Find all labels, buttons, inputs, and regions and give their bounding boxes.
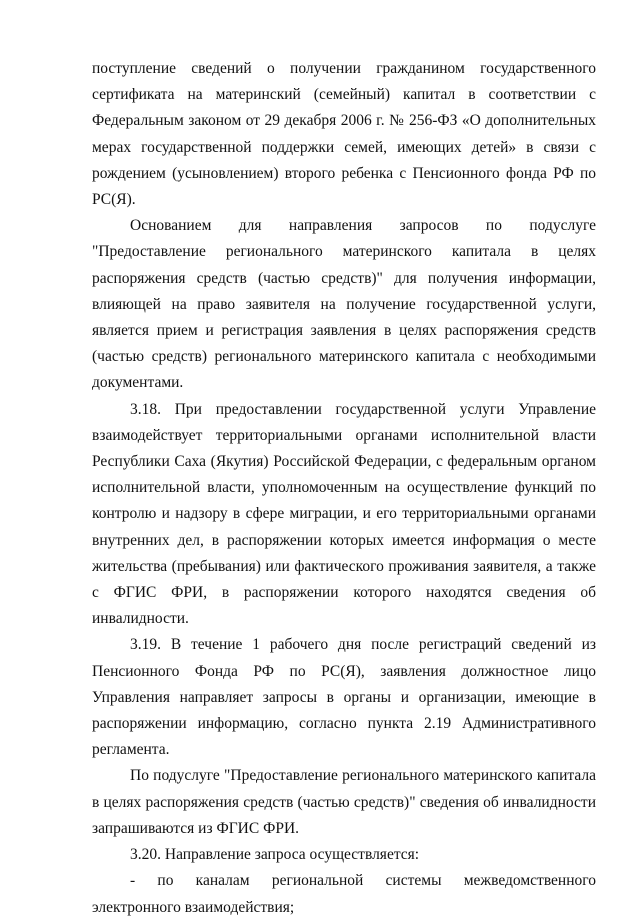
paragraph-section-3-19: 3.19. В течение 1 рабочего дня после регистраций сведений из Пенсионного Фонда РФ по РС(Я), заявления должностное лицо Управления направляет запросы в органы и организации, имеющие в распоряжении информацию, согласно пункта 2.19 Административного регламента.: [92, 636, 596, 759]
paragraph-certificate-info: поступление сведений о получении гражданином государственного сертификата на материнский (семейный) капитал в соответствии с Федеральным законом от 29 декабря 2006 г. № 256-ФЗ «О дополнительных мерах государственной поддержки семей, имеющих детей» в связи с рождением (усыновлением) второго ребенка с Пенсионного фонда РФ по РС(Я).: [92, 60, 596, 209]
paragraph-list-item-channels: - по каналам региональной системы межведомственного электронного взаимодействия;: [92, 872, 596, 916]
paragraph-request-basis: Основанием для направления запросов по подуслуге "Предоставление регионального материнского капитала в целях распоряжения средств (частью средств)" для получения информации, влияющей на право заявителя на получение государственной услуги, является прием и регистрация заявления в целях распоряжения средств (частью средств) регионального материнского капитала с необходимыми документами.: [92, 217, 596, 392]
document-page: [92, 56, 596, 921]
paragraph-section-3-20: 3.20. Направление запроса осуществляется:: [130, 846, 420, 864]
paragraph-section-3-18: 3.18. При предоставлении государственной услуги Управление взаимодействует территориальными органами исполнительной власти Республики Саха (Якутия) Российской Федерации, с федеральным органом исполнительной власти, уполномоченным на осуществление функций по контролю и надзору в сфере миграции, и его территориальными органами внутренних дел, в распоряжении которых имеется информация о месте жительства (пребывания) или фактического проживания заявителя, а также с ФГИС ФРИ, в распоряжении которого находятся сведения об инвалидности.: [92, 400, 596, 628]
paragraph-disability-info: По подуслуге "Предоставление регионального материнского капитала в целях распоряжения средств (частью средств)" сведения об инвалидности запрашиваются из ФГИС ФРИ.: [92, 767, 596, 837]
